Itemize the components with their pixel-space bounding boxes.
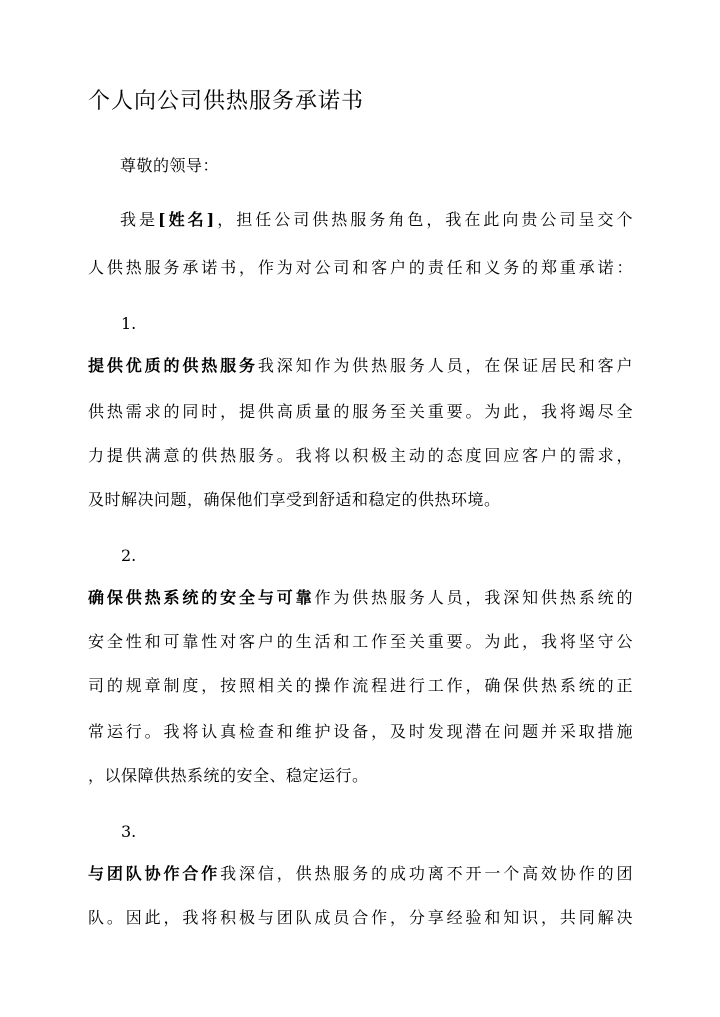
section-number: 3. — [121, 822, 137, 841]
intro-line-1-rest: ，担任公司供热服务角色，我在此向贵公司呈交个 — [214, 210, 633, 229]
section-line — [88, 586, 633, 610]
section-heading: 与团队协作合作 — [88, 864, 221, 883]
section-line: 常运行。我将认真检查和维护设备，及时发现潜在问题并采取措施 — [88, 722, 633, 741]
intro-line-1 — [120, 208, 633, 232]
section-line: 队。因此，我将积极与团队成员合作，分享经验和知识，共同解决 — [88, 908, 633, 927]
section-line-rest: 我深信，供热服务的成功离不开一个高效协作的团 — [220, 864, 633, 883]
section-line: 供热需求的同时，提供高质量的服务至关重要。为此，我将竭尽全 — [88, 402, 633, 421]
section-heading: 确保供热系统的安全与可靠 — [88, 588, 315, 607]
intro-line-2: 人供热服务承诺书，作为对公司和客户的责任和义务的郑重承诺： — [88, 258, 633, 277]
section-line: 力提供满意的供热服务。我将以积极主动的态度回应客户的需求， — [88, 446, 633, 465]
section-line: 及时解决问题，确保他们享受到舒适和稳定的供热环境。 — [88, 490, 501, 509]
section-line — [88, 354, 633, 378]
section-heading: 提供优质的供热服务 — [88, 356, 258, 375]
document-title: 个人向公司供热服务承诺书 — [88, 89, 365, 114]
section-number: 2. — [121, 546, 137, 565]
section-line-rest: 我深知作为供热服务人员，在保证居民和客户 — [257, 356, 633, 375]
name-placeholder: [姓名] — [158, 210, 215, 229]
section-line: 安全性和可靠性对客户的生活和工作至关重要。为此，我将坚守公 — [88, 632, 633, 651]
intro-prefix: 我是 — [120, 210, 159, 229]
section-number: 1. — [121, 314, 137, 333]
salutation: 尊敬的领导： — [120, 156, 220, 175]
section-line-rest: 作为供热服务人员，我深知供热系统的 — [314, 588, 633, 607]
section-line: 司的规章制度，按照相关的操作流程进行工作，确保供热系统的正 — [88, 676, 633, 695]
section-line — [88, 862, 633, 886]
section-line: ，以保障供热系统的安全、稳定运行。 — [88, 766, 369, 785]
